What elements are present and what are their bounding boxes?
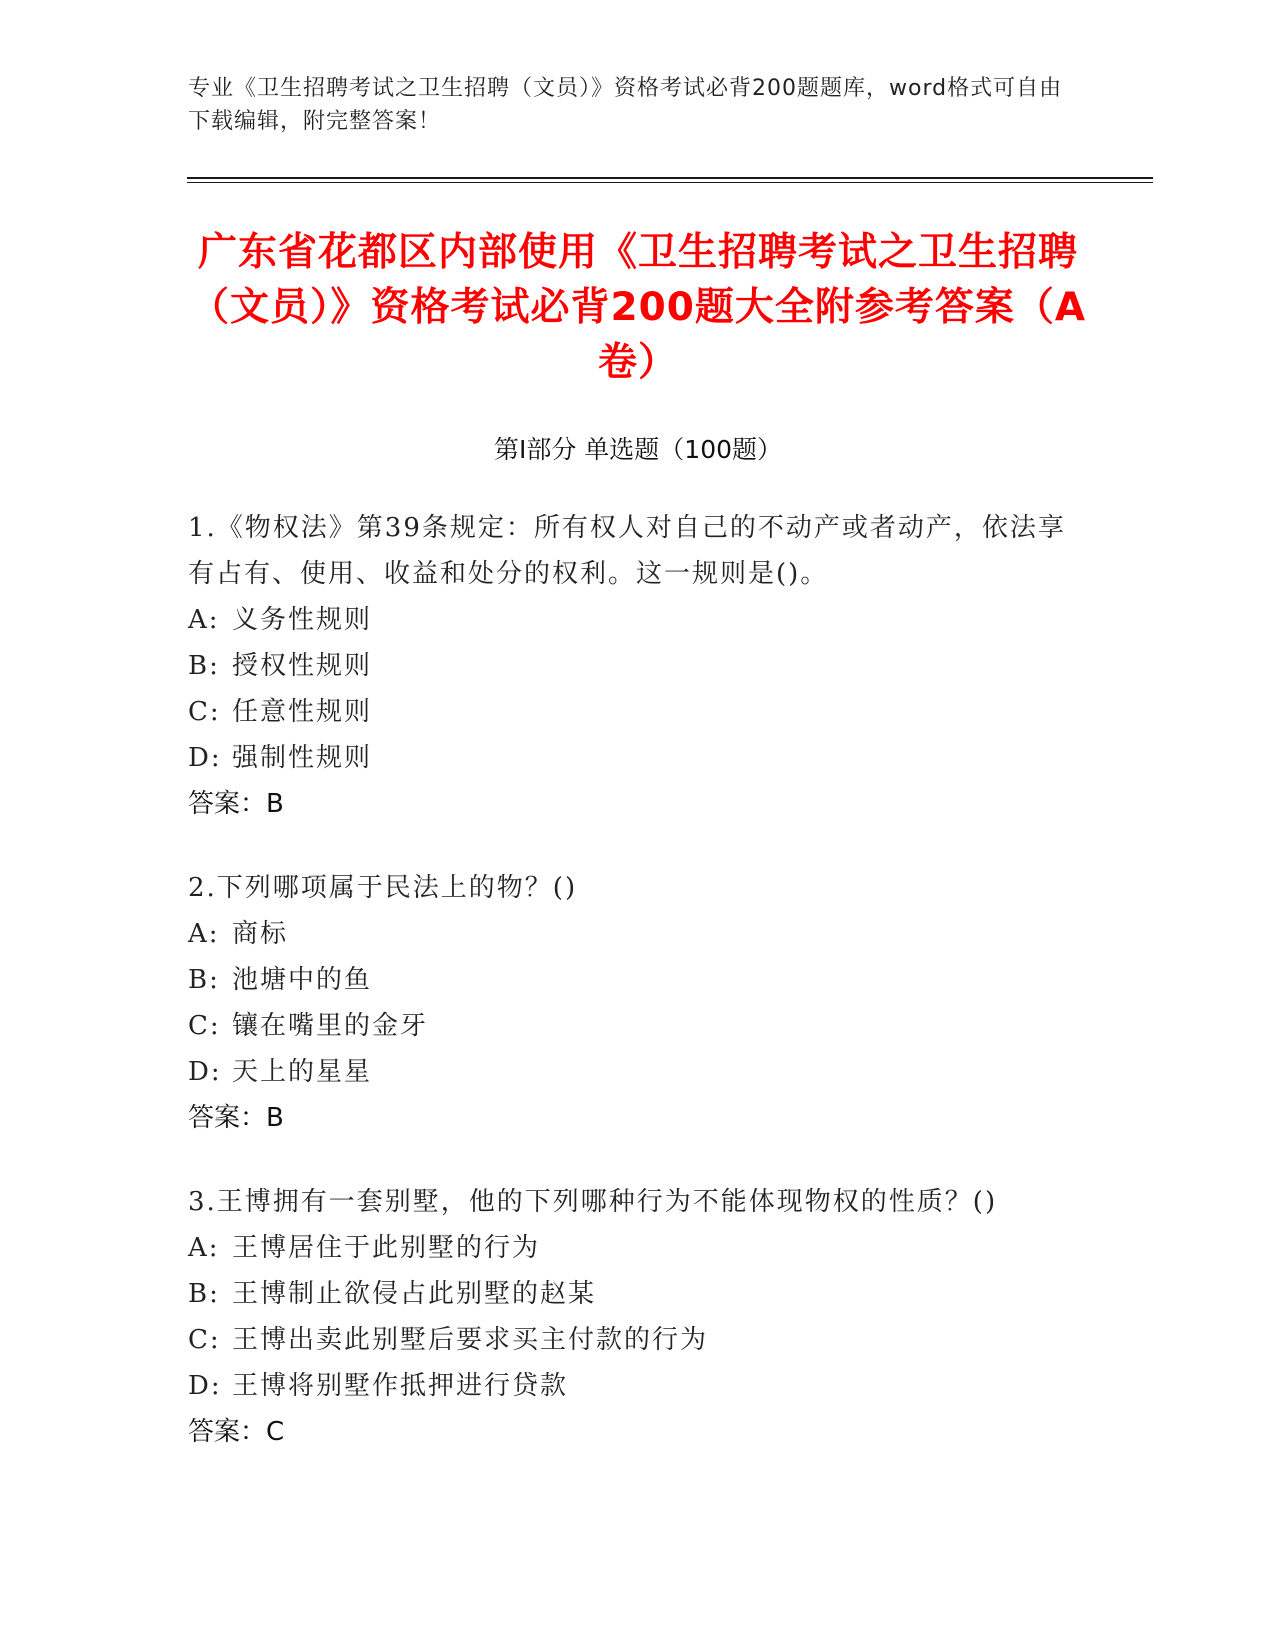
- answer: 答案：C: [188, 1417, 285, 1447]
- option-a: [188, 911, 1088, 957]
- question-1: [188, 505, 1088, 827]
- document-title: 广东省花都区内部使用《卫生招聘考试之卫生招聘（文员）》资格考试必背200题大全附参考答案（A卷）: [189, 230, 1087, 385]
- section-title: 第Ⅰ部分 单选题（100题）: [493, 435, 783, 464]
- option-letter: A:: [188, 1233, 220, 1263]
- question-3: [188, 1179, 1088, 1455]
- option-text: 王博将别墅作抵押进行贷款: [232, 1371, 569, 1401]
- option-text: 授权性规则: [232, 651, 373, 681]
- option-text: 强制性规则: [232, 743, 373, 773]
- header-rule-thin: [187, 182, 1153, 183]
- option-d: [188, 1049, 1088, 1095]
- answer: 答案：B: [188, 789, 284, 819]
- option-c: [188, 689, 1088, 735]
- option-d: [188, 1363, 1088, 1409]
- option-letter: C:: [188, 1325, 221, 1355]
- option-a: [188, 597, 1088, 643]
- option-letter: D:: [188, 1057, 222, 1087]
- option-b: [188, 957, 1088, 1003]
- question-text: 3.王博拥有一套别墅，他的下列哪种行为不能体现物权的性质？(): [188, 1187, 998, 1217]
- option-letter: A:: [188, 605, 220, 635]
- option-a: [188, 1225, 1088, 1271]
- option-letter: C:: [188, 697, 221, 727]
- header-note: 专业《卫生招聘考试之卫生招聘（文员）》资格考试必背200题题库，word格式可自由下载编辑，附完整答案！: [188, 76, 1063, 134]
- option-text: 王博居住于此别墅的行为: [232, 1233, 541, 1263]
- option-text: 任意性规则: [232, 697, 373, 727]
- option-letter: B:: [188, 1279, 220, 1309]
- answer: 答案：B: [188, 1103, 284, 1133]
- option-d: [188, 735, 1088, 781]
- option-text: 义务性规则: [232, 605, 373, 635]
- option-letter: B:: [188, 965, 220, 995]
- option-text: 镶在嘴里的金牙: [232, 1011, 429, 1041]
- question-text: 2.下列哪项属于民法上的物？(): [188, 873, 578, 903]
- option-text: 王博制止欲侵占此别墅的赵某: [232, 1279, 597, 1309]
- option-c: [188, 1003, 1088, 1049]
- option-letter: B:: [188, 651, 220, 681]
- option-text: 商标: [232, 919, 289, 949]
- option-b: [188, 643, 1088, 689]
- option-text: 天上的星星: [232, 1057, 373, 1087]
- header-rule-thick: [187, 177, 1153, 179]
- option-letter: C:: [188, 1011, 221, 1041]
- option-text: 池塘中的鱼: [232, 965, 373, 995]
- option-letter: D:: [188, 1371, 222, 1401]
- option-c: [188, 1317, 1088, 1363]
- option-text: 王博出卖此别墅后要求买主付款的行为: [232, 1325, 709, 1355]
- question-text: 1.《物权法》第39条规定：所有权人对自己的不动产或者动产，依法享有占有、使用、收益和处分的权利。这一规则是()。: [188, 513, 1066, 589]
- question-2: [188, 865, 1088, 1141]
- option-letter: A:: [188, 919, 220, 949]
- option-letter: D:: [188, 743, 222, 773]
- option-b: [188, 1271, 1088, 1317]
